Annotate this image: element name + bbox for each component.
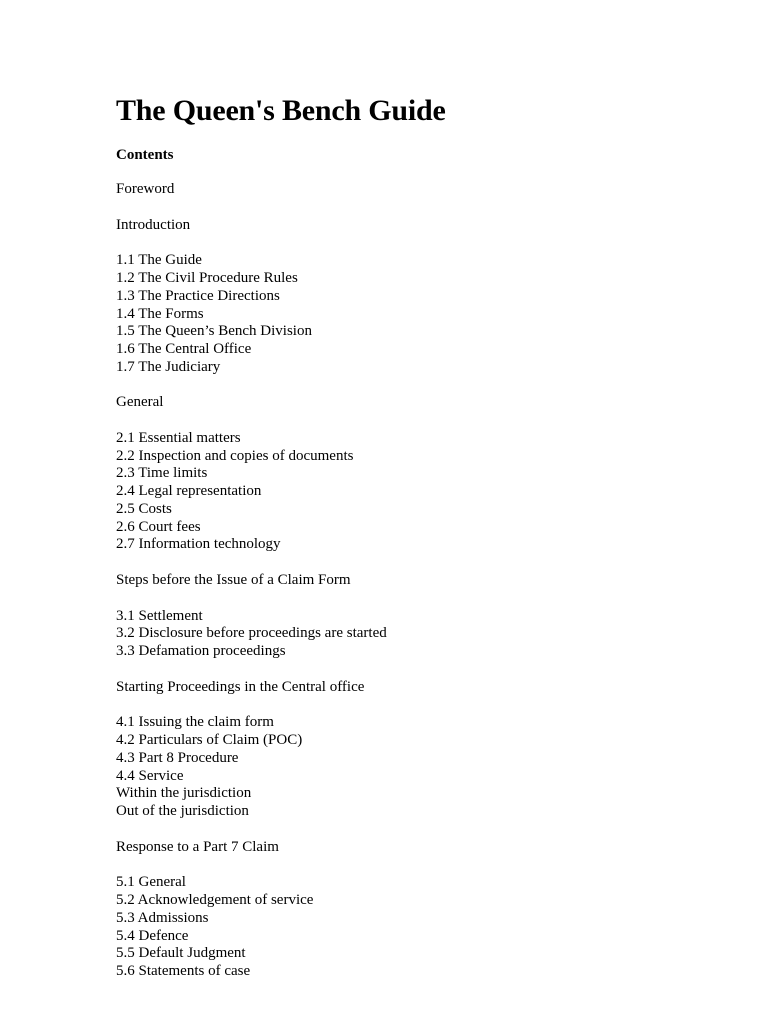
section-heading-response-part7: Response to a Part 7 Claim	[116, 838, 279, 855]
section-list-general	[116, 430, 736, 554]
contents-item: 5.3 Admissions	[116, 909, 209, 926]
contents-item: 5.6 Statements of case	[116, 962, 251, 979]
contents-item: 5.1 General	[116, 874, 186, 891]
section-list-starting-proceedings	[116, 714, 736, 820]
section-list-introduction	[116, 252, 736, 376]
contents-item: Out of the jurisdiction	[116, 802, 249, 819]
contents-item: 5.5 Default Judgment	[116, 945, 246, 962]
contents-item: 1.2 The Civil Procedure Rules	[116, 270, 298, 287]
section-heading-introduction: Introduction	[116, 216, 191, 233]
contents-item: 1.4 The Forms	[116, 305, 204, 322]
contents-item: Within the jurisdiction	[116, 785, 252, 802]
contents-item: 2.1 Essential matters	[116, 430, 241, 447]
contents-item: 1.5 The Queen’s Bench Division	[116, 323, 312, 340]
contents-item: 4.1 Issuing the claim form	[116, 714, 274, 731]
document-page	[116, 92, 736, 981]
section-list-steps-before-issue	[116, 608, 736, 661]
contents-item: 4.3 Part 8 Procedure	[116, 749, 239, 766]
contents-item: 3.1 Settlement	[116, 607, 203, 624]
section-list-response-part7	[116, 874, 736, 980]
contents-item: 4.2 Particulars of Claim (POC)	[116, 732, 303, 749]
contents-item: 1.6 The Central Office	[116, 340, 252, 357]
contents-item: 2.5 Costs	[116, 500, 172, 517]
section-heading-general: General	[116, 394, 164, 411]
contents-item: 5.2 Acknowledgement of service	[116, 892, 314, 909]
contents-item: 2.4 Legal representation	[116, 483, 262, 500]
contents-item: 2.3 Time limits	[116, 465, 208, 482]
contents-item: 2.7 Information technology	[116, 536, 281, 553]
contents-heading: Contents	[116, 147, 174, 163]
contents-item: 5.4 Defence	[116, 927, 189, 944]
contents-item: 1.3 The Practice Directions	[116, 287, 280, 304]
contents-item: 2.6 Court fees	[116, 518, 201, 535]
section-heading-starting-proceedings: Starting Proceedings in the Central office	[116, 678, 365, 695]
section-heading-foreword: Foreword	[116, 181, 175, 197]
contents-item: 1.1 The Guide	[116, 252, 202, 269]
contents-item: 1.7 The Judiciary	[116, 358, 221, 375]
contents-item: 2.2 Inspection and copies of documents	[116, 447, 354, 464]
contents-item: 3.3 Defamation proceedings	[116, 643, 286, 660]
contents-item: 4.4 Service	[116, 767, 184, 784]
contents-item: 3.2 Disclosure before proceedings are started	[116, 625, 387, 642]
section-heading-steps-before-issue: Steps before the Issue of a Claim Form	[116, 571, 351, 588]
document-title: The Queen's Bench Guide	[116, 94, 446, 127]
